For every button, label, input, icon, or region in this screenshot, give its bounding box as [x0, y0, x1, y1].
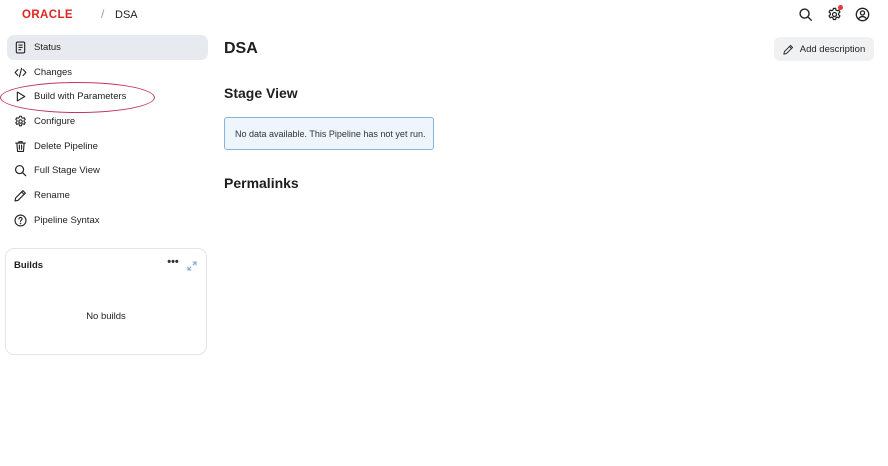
- builds-card: [5, 248, 207, 355]
- no-data-notice: No data available. This Pipeline has not yet run.: [224, 117, 434, 150]
- sidebar-item-label: Pipeline Syntax: [34, 214, 100, 226]
- page-title: DSA: [224, 40, 258, 57]
- notification-dot: [838, 5, 843, 10]
- sidebar-item-build-with-parameters[interactable]: [7, 84, 208, 109]
- add-description-button[interactable]: [774, 37, 874, 61]
- user-account-icon[interactable]: [854, 6, 870, 22]
- permalinks-heading: Permalinks: [224, 175, 299, 191]
- sidebar-item-rename[interactable]: [7, 183, 208, 208]
- sidebar-item-delete-pipeline[interactable]: [7, 134, 208, 159]
- sidebar-item-label: Build with Parameters: [34, 91, 127, 103]
- sidebar-item-label: Rename: [34, 189, 70, 201]
- pencil-icon: [783, 44, 794, 55]
- no-builds-message: No builds: [86, 311, 126, 322]
- sidebar-item-pipeline-syntax[interactable]: [7, 208, 208, 233]
- code-icon: [13, 65, 27, 79]
- search-icon: [13, 164, 27, 178]
- pencil-icon: [13, 188, 27, 202]
- sidebar-item-label: Full Stage View: [34, 165, 100, 177]
- builds-title: Builds: [14, 260, 44, 271]
- search-icon[interactable]: [797, 6, 813, 22]
- oracle-logo[interactable]: ORACLE: [22, 9, 73, 21]
- sidebar-item-full-stage-view[interactable]: [7, 158, 208, 183]
- breadcrumb-separator: /: [101, 7, 105, 21]
- expand-arrows-icon[interactable]: [187, 258, 197, 268]
- settings-gear-icon[interactable]: [826, 6, 842, 22]
- stage-view-heading: Stage View: [224, 85, 298, 101]
- sidebar-item-label: Status: [34, 41, 61, 53]
- sidebar-item-label: Changes: [34, 66, 73, 78]
- play-icon: [13, 90, 27, 104]
- sidebar-item-configure[interactable]: [7, 109, 208, 134]
- document-icon: [13, 40, 27, 54]
- gear-icon: [13, 114, 27, 128]
- builds-more-options-button[interactable]: •••: [167, 256, 179, 268]
- add-description-label: Add description: [799, 43, 866, 55]
- trash-icon: [13, 139, 27, 153]
- help-icon: [13, 213, 27, 227]
- sidebar-item-label: Configure: [34, 115, 76, 127]
- top-header: [0, 0, 888, 30]
- sidebar-item-label: Delete Pipeline: [34, 140, 98, 152]
- sidebar-item-changes[interactable]: [7, 60, 208, 85]
- breadcrumb-dsa[interactable]: DSA: [115, 9, 138, 21]
- side-panel-menu: [7, 35, 208, 233]
- sidebar-item-status[interactable]: [7, 35, 208, 60]
